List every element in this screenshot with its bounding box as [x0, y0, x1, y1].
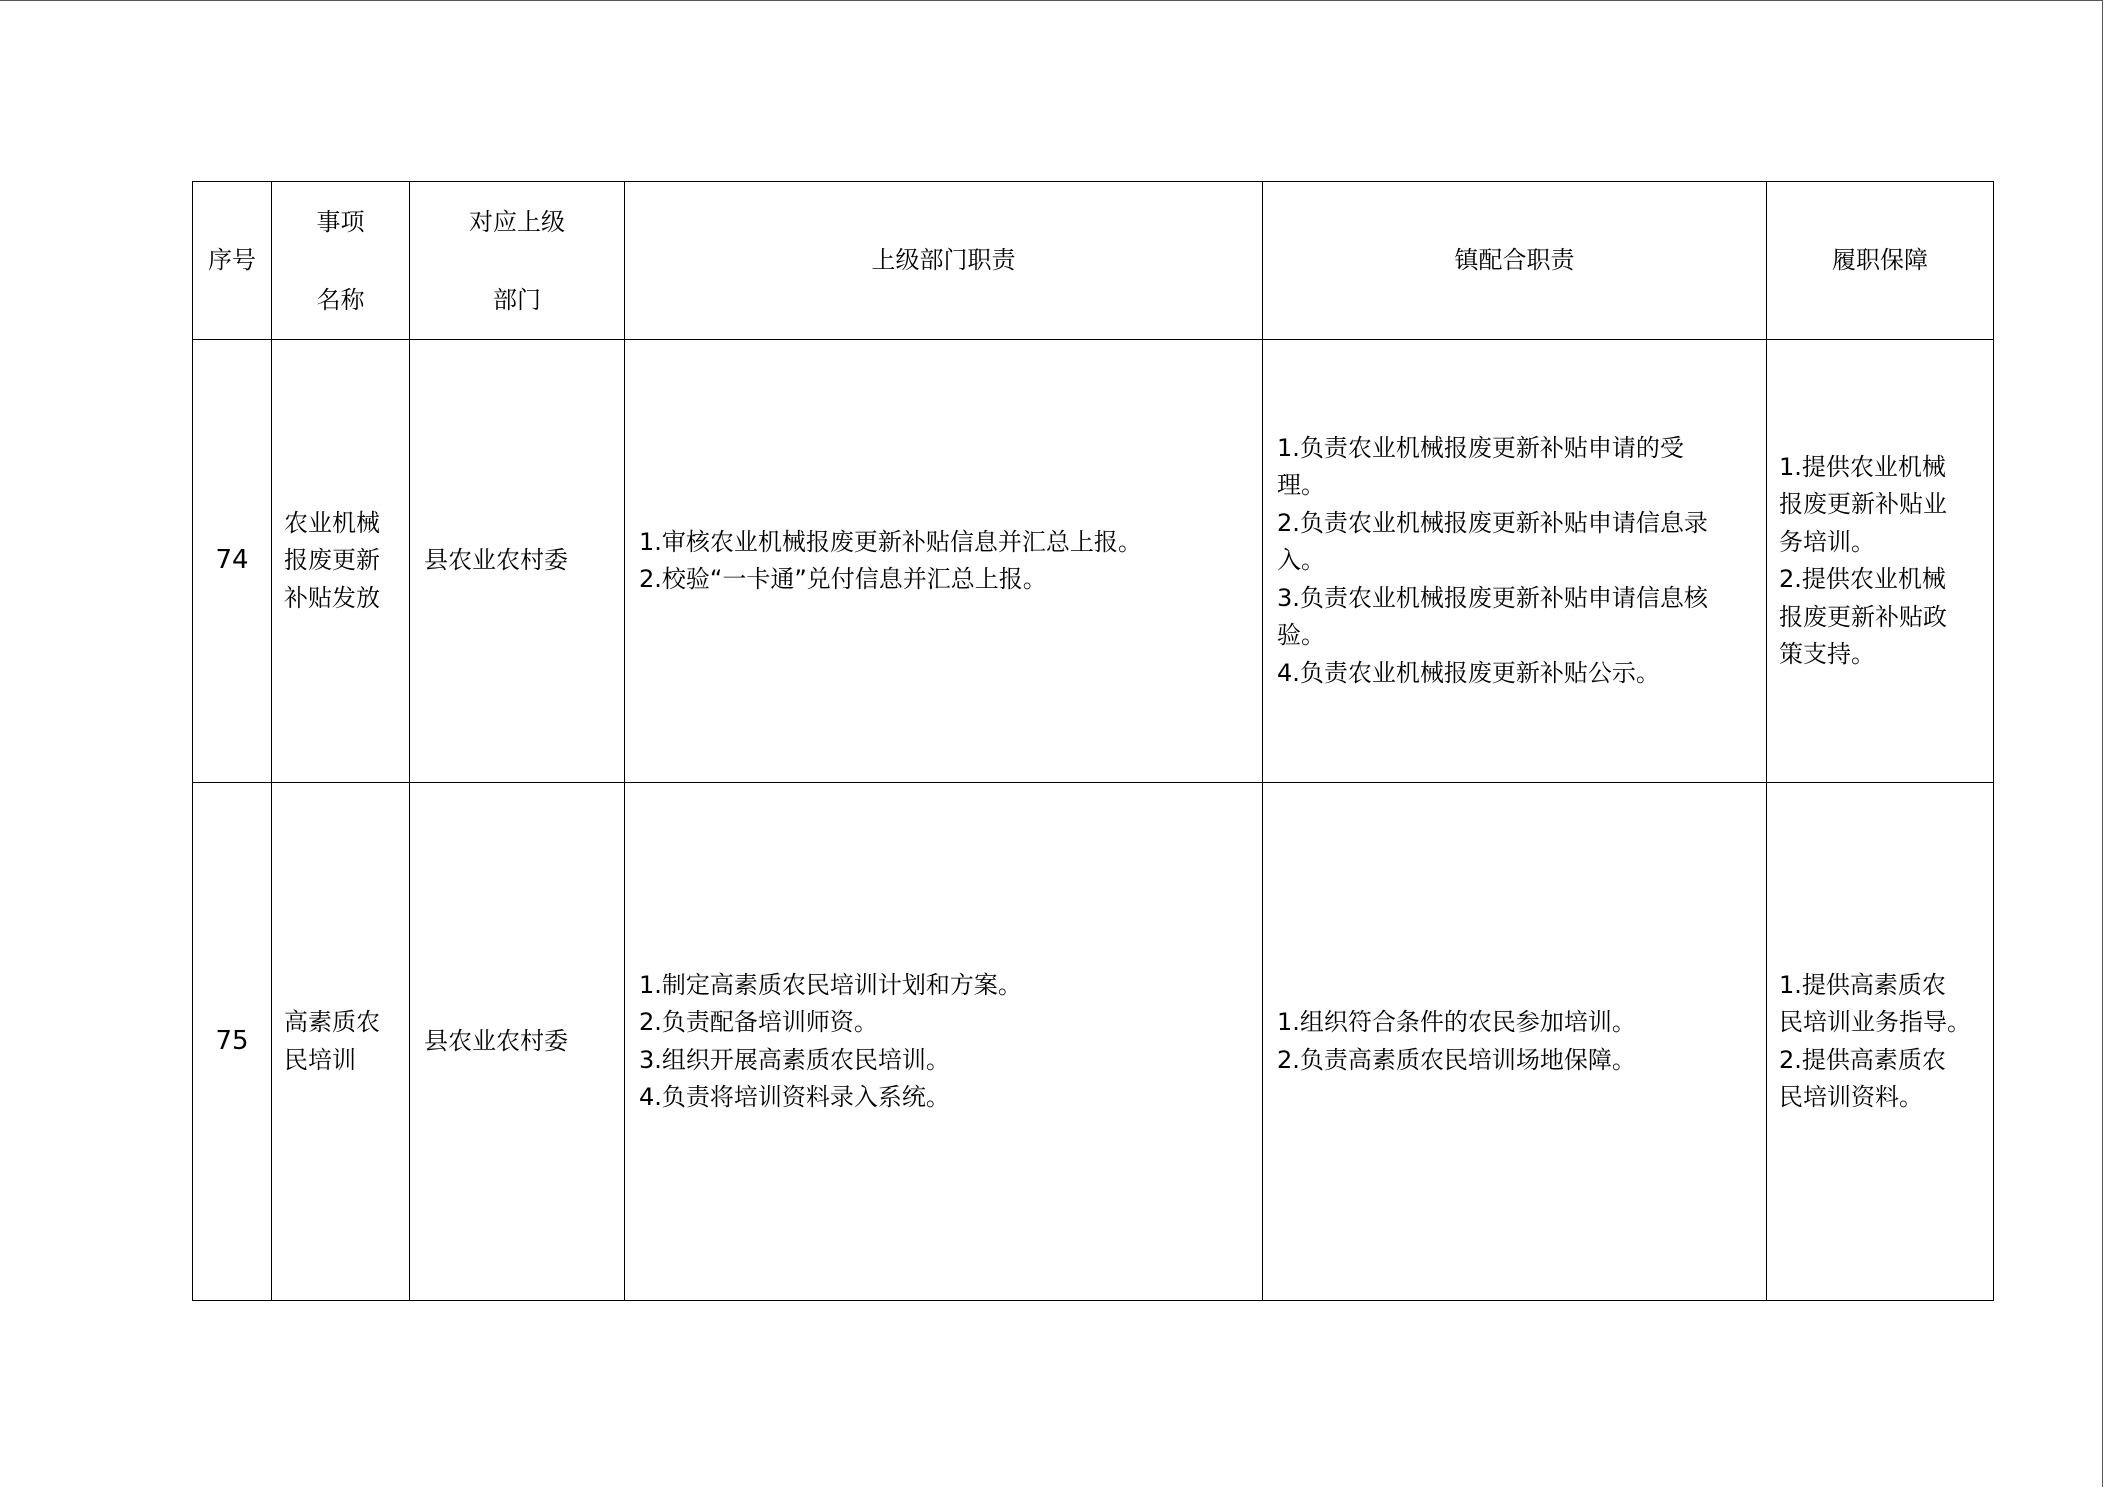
item-name-cell	[272, 783, 410, 1301]
header-no: 序号	[193, 182, 272, 340]
guarantee-line: 报废更新补贴业	[1779, 490, 1947, 518]
table-row	[193, 340, 1994, 783]
duty-line: 4.负责农业机械报废更新补贴公示。	[1277, 658, 1660, 687]
header-superior-dept-line: 对应上级	[469, 207, 565, 236]
row-number: 75	[193, 783, 272, 1301]
superior-duties-cell	[625, 783, 1263, 1301]
guarantee-line: 2.提供农业机械	[1779, 565, 1946, 593]
duty-line: 3.负责农业机械报废更新补贴申请信息核	[1277, 583, 1708, 612]
duty-line: 验。	[1277, 621, 1325, 650]
guarantee-cell	[1767, 340, 1994, 783]
duty-line: 入。	[1277, 546, 1325, 575]
duty-line: 1.制定高素质农民培训计划和方案。	[639, 970, 1022, 999]
duty-line: 3.组织开展高素质农民培训。	[639, 1045, 950, 1074]
header-item-name-line: 事项	[316, 207, 365, 236]
guarantee-line: 1.提供农业机械	[1779, 452, 1946, 481]
superior-dept-cell: 县农业农村委	[410, 783, 625, 1301]
duty-line: 4.负责将培训资料录入系统。	[639, 1083, 950, 1111]
header-item-name	[272, 182, 410, 340]
superior-dept-cell: 县农业农村委	[410, 340, 625, 783]
header-superior-dept	[410, 182, 625, 340]
guarantee-cell	[1767, 783, 1994, 1301]
town-duties-cell	[1263, 783, 1767, 1301]
guarantee-line: 民培训资料。	[1779, 1083, 1923, 1111]
duty-line: 1.组织符合条件的农民参加培训。	[1277, 1008, 1636, 1036]
header-superior-duties: 上级部门职责	[625, 182, 1263, 340]
item-name-line: 农业机械	[284, 508, 380, 537]
guarantee-line: 策支持。	[1779, 640, 1875, 668]
guarantee-line: 2.提供高素质农	[1779, 1045, 1946, 1074]
item-name-line: 报废更新	[284, 546, 380, 575]
table-row	[193, 783, 1994, 1301]
header-superior-dept-line: 部门	[493, 285, 541, 314]
duty-line: 2.校验“一卡通”兑付信息并汇总上报。	[639, 565, 1047, 593]
duty-table	[192, 181, 1994, 1301]
header-guarantee: 履职保障	[1767, 182, 1994, 340]
row-number: 74	[193, 340, 272, 783]
duty-line: 理。	[1277, 471, 1325, 500]
header-item-name-line: 名称	[316, 285, 365, 314]
item-name-cell	[272, 340, 410, 783]
duty-line: 1.审核农业机械报废更新补贴信息并汇总上报。	[639, 527, 1142, 556]
duty-line: 1.负责农业机械报废更新补贴申请的受	[1277, 433, 1684, 462]
superior-duties-cell	[625, 340, 1263, 783]
guarantee-line: 1.提供高素质农	[1779, 970, 1946, 999]
item-name-line: 民培训	[284, 1045, 356, 1074]
item-name-line: 高素质农	[284, 1008, 380, 1036]
guarantee-line: 民培训业务指导。	[1779, 1008, 1971, 1036]
town-duties-cell	[1263, 340, 1767, 783]
guarantee-line: 务培训。	[1779, 527, 1875, 556]
duty-line: 2.负责农业机械报废更新补贴申请信息录	[1277, 508, 1708, 537]
duty-line: 2.负责高素质农民培训场地保障。	[1277, 1045, 1636, 1074]
header-town-duties: 镇配合职责	[1263, 182, 1767, 340]
table-header-row	[193, 182, 1994, 340]
item-name-line: 补贴发放	[284, 583, 380, 612]
duty-line: 2.负责配备培训师资。	[639, 1008, 878, 1036]
guarantee-line: 报废更新补贴政	[1779, 602, 1947, 631]
